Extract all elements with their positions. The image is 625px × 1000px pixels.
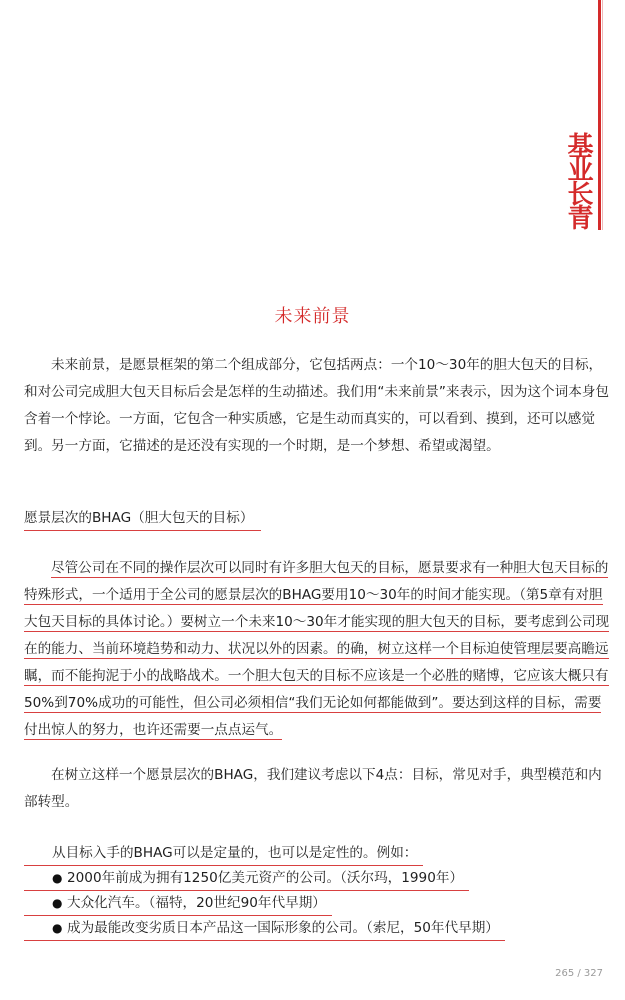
paragraph-2 bbox=[24, 555, 610, 744]
examples-list bbox=[24, 841, 610, 941]
example-item bbox=[24, 891, 610, 916]
bullet-icon: ● bbox=[52, 871, 63, 885]
section-title: 未来前景 bbox=[274, 306, 351, 327]
bullet-icon: ● bbox=[52, 896, 63, 910]
example-item-text: 2000年前成为拥有1250亿美元资产的公司。（沃尔玛，1990年） bbox=[24, 866, 469, 891]
paragraph-3: 在树立这样一个愿景层次的BHAG，我们建议考虑以下4点：目标，常见对手，典型模范和内部转型。 bbox=[24, 767, 602, 810]
subheading-bhag: 愿景层次的BHAG（胆大包天的目标） bbox=[24, 506, 261, 531]
example-item-text: 成为最能改变劣质日本产品这一国际形象的公司。（索尼，50年代早期） bbox=[24, 916, 505, 941]
page-number: 265 / 327 bbox=[555, 968, 603, 979]
example-item bbox=[24, 916, 610, 941]
paragraph-2-underlined-text: 尽管公司在不同的操作层次可以同时有许多胆大包天的目标，愿景要求有一种胆大包天目标的特殊形式，一个适用于全公司的愿景层次的BHAG要用10～30年的时间才能实现。（第5章有对胆大包天目标的具体讨论。）要树立一个未来10～30年才能实现的胆大包天的目标，要考虑到公司现在的能力、当前环境趋势和动力、状况以外的因素。的确，树立这样一个目标迫使管理层要高瞻远瞩，而不能拘泥于小的战略战术。一个胆大包天的目标不应该是一个必胜的赌博，它应该大概只有50%到70%成功的可能性，但公司必须相信“我们无论如何都能做到”。要达到这样的目标，需要付出惊人的努力，也许还需要一点点运气。 bbox=[24, 560, 610, 738]
example-item-text: 大众化汽车。（福特，20世纪90年代早期） bbox=[24, 891, 332, 916]
examples-intro: 从目标入手的BHAG可以是定量的，也可以是定性的。例如： bbox=[24, 841, 423, 866]
side-accent-rule bbox=[598, 0, 601, 230]
book-title: 基业长青 bbox=[563, 132, 593, 228]
paragraph-1: 未来前景，是愿景框架的第二个组成部分，它包括两点：一个10～30年的胆大包天的目标，和对公司完成胆大包天目标后会是怎样的生动描述。我们用“未来前景”来表示，因为这个词本身包含着一个悖论。一方面，它包含一种实质感，它是生动而真实的，可以看到、摸到，还可以感觉到。另一方面，它描述的是还没有实现的一个时期，是一个梦想、希望或渴望。 bbox=[24, 357, 610, 454]
example-item bbox=[24, 866, 610, 891]
examples-intro-line bbox=[24, 841, 610, 866]
side-accent-rule-light bbox=[602, 0, 603, 230]
bullet-icon: ● bbox=[52, 921, 63, 935]
